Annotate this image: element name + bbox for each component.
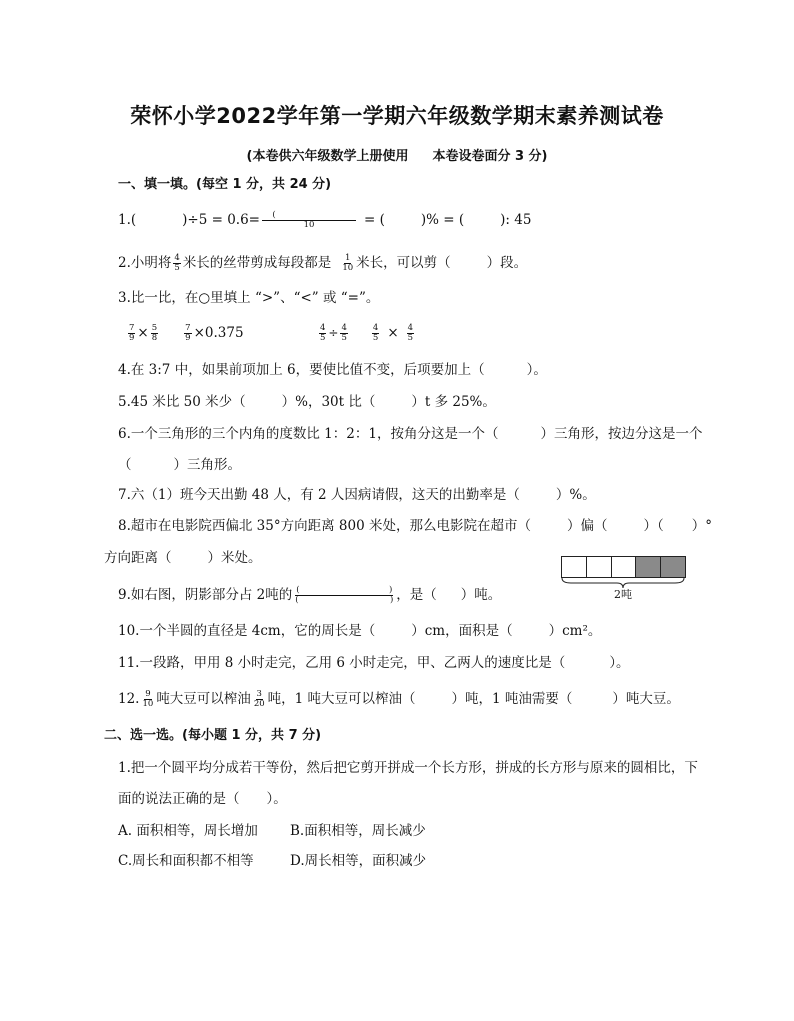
q2-fraction-1 <box>173 254 180 273</box>
q6-line2-b: ）三角形。 <box>173 457 241 473</box>
q8-text-a: 8.超市在电影院西偏北 35°方向距离 800 米处，那么电影院在超市（ <box>118 518 531 534</box>
question-8-line-2 <box>104 549 262 567</box>
q1-text-b: )÷5 = 0.6= <box>182 212 260 228</box>
q4-end: ）。 <box>526 362 547 378</box>
q3-c1b-den: 8 <box>151 333 158 343</box>
q3-c4a-den: 5 <box>372 333 379 343</box>
q1-text-a: 1.( <box>118 212 137 228</box>
q3-c4b-den: 5 <box>407 333 414 343</box>
q3-c1a-num: 7 <box>129 323 135 333</box>
q8-text-c: ）（ <box>643 518 664 534</box>
q3-c1-frac-b <box>151 324 158 343</box>
q6-text-b: ）三角形，按边分这是一个 <box>540 426 703 442</box>
q12-fraction-2 <box>253 690 266 709</box>
q12-fraction-1 <box>141 690 154 709</box>
q12-text-b: 吨大豆可以榨油 <box>156 691 251 707</box>
question-6 <box>118 425 702 443</box>
question-5 <box>118 393 496 411</box>
q12-f2-den: 20 <box>253 699 265 709</box>
q9-bar-cell <box>660 556 686 578</box>
q3-c4-op: × <box>387 325 399 341</box>
question-9 <box>118 586 501 605</box>
q9-frac-num-l: ( <box>296 585 300 595</box>
q3-compare-2 <box>317 324 416 343</box>
q10-text-a: 10.一个半圆的直径是 4cm，它的周长是（ <box>118 623 376 639</box>
q1-fraction <box>262 211 356 230</box>
q3-c2-frac-a <box>184 324 191 343</box>
q9-bar-cell <box>611 556 637 578</box>
question-4 <box>118 361 547 379</box>
q1-text-d: )% = ( <box>420 212 465 228</box>
q12-f1-num: 9 <box>145 689 151 699</box>
question-12 <box>118 690 680 709</box>
subtitle-scope: (本卷供六年级数学上册使用 <box>246 149 409 164</box>
q12-text-a: 12. <box>118 691 140 707</box>
q3-c3b-num: 4 <box>341 323 347 333</box>
mc-option-a: A. 面积相等，周长增加 <box>118 823 258 839</box>
section-heading-choose: 二、选一选。(每小题 1 分，共 7 分) <box>104 728 322 743</box>
q2-f2-den: 10 <box>342 263 354 273</box>
q5-text-b: ）%，30t 比（ <box>281 394 376 410</box>
q3-c3a-num: 4 <box>320 323 326 333</box>
q5-text-a: 5.45 米比 50 米少（ <box>118 394 246 410</box>
q3-c2-rest: ×0.375 <box>193 325 244 341</box>
q3-c4b-num: 4 <box>407 323 414 333</box>
question-8 <box>118 517 712 535</box>
mc-question-1: 1.把一个圆平均分成若干等份，然后把它剪开拼成一个长方形，拼成的长方形与原来的圆相比，下 <box>118 760 698 776</box>
question-1 <box>118 211 531 230</box>
q9-bar-figure <box>561 556 685 578</box>
q3-c4-frac-b <box>407 324 414 343</box>
q3-c1a-den: 9 <box>129 333 135 343</box>
q7-text-a: 7.六（1）班今天出勤 48 人，有 2 人因病请假，这天的出勤率是（ <box>118 487 520 503</box>
q1-text-e: ): 45 <box>500 212 532 228</box>
q2-text-b: 米长的丝带剪成每段都是 <box>182 255 332 271</box>
q1-frac-num: ( <box>272 210 276 220</box>
question-2 <box>118 254 527 273</box>
q2-text-c: 米长，可以剪（ <box>356 255 451 271</box>
mc-option-d: D.周长相等，面积减少 <box>290 853 427 869</box>
question-10 <box>118 622 601 640</box>
q2-text-a: 2.小明将 <box>118 255 172 271</box>
q9-text-a: 9.如右图，阴影部分占 2吨的 <box>118 587 293 603</box>
q2-f2-num: 1 <box>345 253 351 263</box>
q2-fraction-2 <box>341 254 354 273</box>
q8-line2-a: 方向距离（ <box>104 550 172 566</box>
mc-option-c: C.周长和面积都不相等 <box>118 853 254 869</box>
q3-c2a-num: 7 <box>185 323 191 333</box>
page-subtitle <box>0 145 794 164</box>
q3-c3-op: ÷ <box>328 326 339 340</box>
q12-text-e: ）吨大豆。 <box>612 691 680 707</box>
q3-c1-frac-a <box>128 324 135 343</box>
mc-option-b: B.面积相等，周长减少 <box>290 823 426 839</box>
q3-c1b-num: 5 <box>151 323 158 333</box>
section-heading-fill: 一、填一填。(每空 1 分，共 24 分) <box>118 177 332 192</box>
q9-bar-cell <box>561 556 587 578</box>
q5-text-c: ）t 多 25%。 <box>411 394 496 410</box>
q3-c4a-num: 4 <box>372 323 379 333</box>
q9-bar-label: 2吨 <box>614 588 632 601</box>
q3-compare-1 <box>126 324 244 343</box>
q3-c3b-den: 5 <box>341 333 347 343</box>
page-title: 荣怀小学2022学年第一学期六年级数学期末素养测试卷 <box>130 104 664 128</box>
q7-text-b: ）%。 <box>555 487 596 503</box>
q12-f1-den: 10 <box>142 699 154 709</box>
q4-text: 4.在 3:7 中，如果前项加上 6，要使比值不变，后项要加上（ <box>118 362 485 378</box>
q12-text-d: ）吨，1 吨油需要（ <box>451 691 573 707</box>
q6-text-a: 6.一个三角形的三个内角的度数比 1：2：1，按角分这是一个（ <box>118 426 499 442</box>
q10-text-c: ）cm²。 <box>548 623 602 639</box>
q9-frac-den-l: ( <box>295 595 299 605</box>
q1-frac-den: 10 <box>303 220 315 230</box>
q8-line2-b: ）米处。 <box>207 550 262 566</box>
q3-c2a-den: 9 <box>185 333 191 343</box>
q9-bar-cell <box>635 556 661 578</box>
question-3: 3.比一比，在○里填上 “>”、“<” 或 “=”。 <box>118 290 380 306</box>
q9-frac-num-r: ) <box>388 585 393 595</box>
question-7 <box>118 486 596 504</box>
q8-text-d: ）° <box>691 518 712 534</box>
q9-text-c: ）吨。 <box>460 587 502 603</box>
q3-c3a-den: 5 <box>320 333 326 343</box>
q2-f1-num: 4 <box>174 253 180 263</box>
q11-text-b: ）。 <box>609 655 630 671</box>
q10-text-b: ）cm，面积是（ <box>411 623 513 639</box>
question-11 <box>118 654 630 672</box>
q12-text-c: 吨，1 吨大豆可以榨油（ <box>267 691 416 707</box>
q3-c3-frac-b <box>340 324 347 343</box>
q9-text-b: ，是（ <box>396 587 437 603</box>
q2-f1-den: 5 <box>174 263 180 273</box>
q2-text-d: ）段。 <box>486 255 528 271</box>
q9-bar-cell <box>586 556 612 578</box>
question-6-line-2 <box>118 456 241 474</box>
q9-fraction <box>294 586 394 605</box>
q11-text-a: 11.一段路，甲用 8 小时走完，乙用 6 小时走完，甲、乙两人的速度比是（ <box>118 655 566 671</box>
subtitle-score: 本卷设卷面分 3 分) <box>432 149 548 164</box>
mc-question-1-line-2: 面的说法正确的是（ ）。 <box>118 791 287 807</box>
q3-c3-frac-a <box>319 324 326 343</box>
q6-line2-a: （ <box>118 457 132 473</box>
q3-c4-frac-a <box>372 324 379 343</box>
q8-text-b: ）偏（ <box>566 518 608 534</box>
q12-f2-num: 3 <box>256 689 262 699</box>
q3-c1-op: × <box>137 325 149 341</box>
q9-frac-den-r: ) <box>389 595 394 605</box>
q1-text-c: = ( <box>364 212 385 228</box>
